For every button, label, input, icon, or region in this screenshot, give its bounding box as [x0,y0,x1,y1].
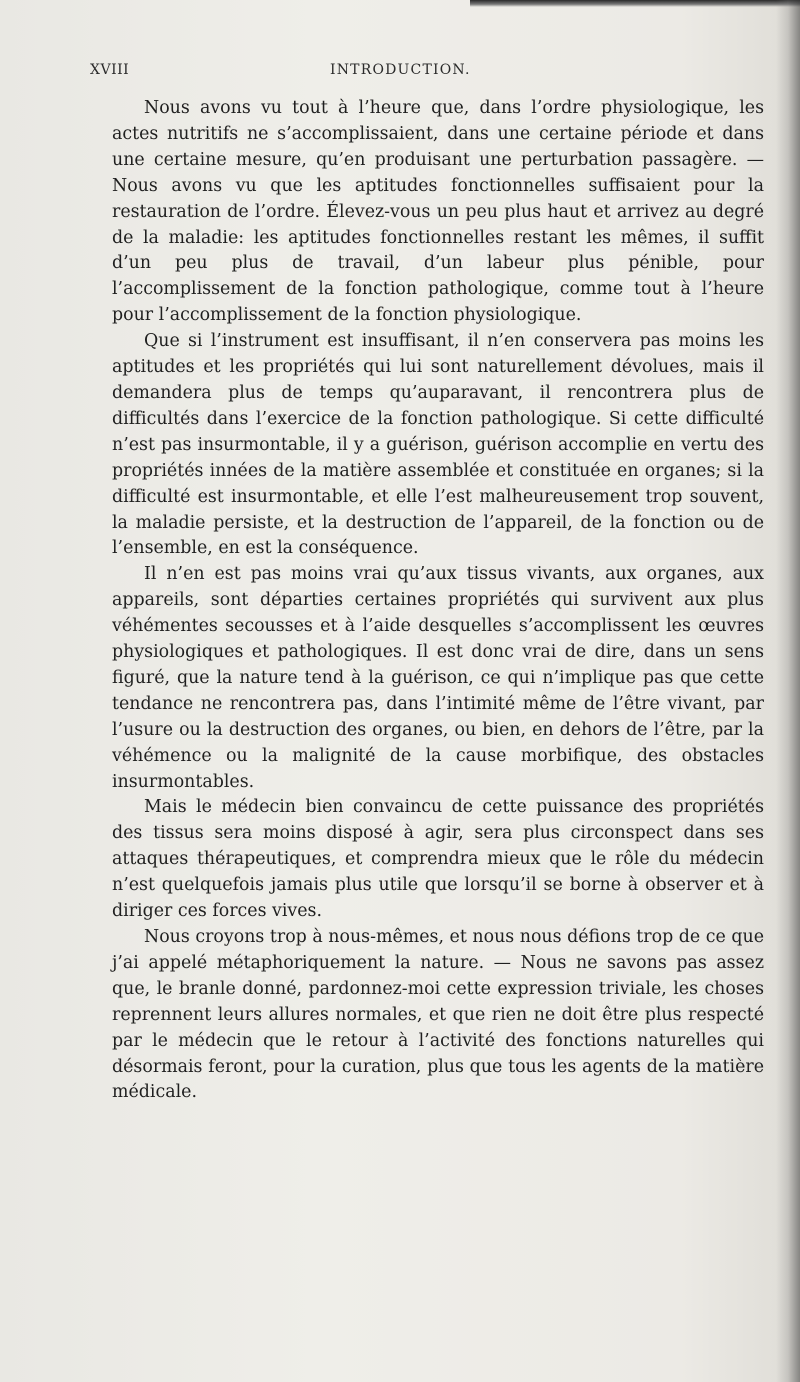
paragraph: Il n’en est pas moins vrai qu’aux tissus vivants, aux organes, aux appareils, sont départies certaines propriétés qui survivent aux plus véhémentes secousses et à l’aide desquelles s’accomplissent les œuvres physiologiques et pathologiques. Il est donc vrai de dire, dans un sens figuré, que la nature tend à la guérison, ce qui n’implique pas que cette tendance ne rencontrera pas, dans l’intimité même de l’être vivant, par l’usure ou la destruction des organes, ou bien, en dehors de l’être, par la véhémence ou la malignité de la cause morbifique, des obstacles insurmontables. [112,564,764,792]
page-header [90,62,760,86]
paragraph: Nous avons vu tout à l’heure que, dans l’ordre physiologique, les actes nutritifs ne s’accomplissaient, dans une certaine période et dans une certaine mesure, qu’en produisant une perturbation passagère. — Nous avons vu que les aptitudes fonctionnelles suffisaient pour la restauration de l’ordre. Élevez-vous un peu plus haut et arrivez au degré de la maladie: les aptitudes fonctionnelles restant les mêmes, il suffit d’un peu plus de travail, d’un labeur plus pénible, pour l’accomplissement de la fonction pathologique, comme tout à l’heure pour l’accomplissement de la fonction physiologique. [112,98,764,326]
page-right-edge-shadow [776,0,800,1382]
body-text [112,96,764,1106]
paragraph: Mais le médecin bien convaincu de cette puissance des propriétés des tissus sera moins disposé à agir, sera plus circonspect dans ses attaques thérapeutiques, et comprendra mieux que le rôle du médecin n’est quelquefois jamais plus utile que lorsqu’il se borne à observer et à diriger ces forces vives. [112,797,764,922]
running-head: INTRODUCTION. [330,62,471,78]
page-top-edge-shadow [470,0,800,7]
paragraph: Que si l’instrument est insuffisant, il n’en conservera pas moins les aptitudes et les propriétés qui lui sont naturellement dévolues, mais il demandera plus de temps qu’auparavant, il rencontrera plus de difficultés dans l’exercice de la fonction pathologique. Si cette difficulté n’est pas insurmontable, il y a guérison, guérison accomplie en vertu des propriétés innées de la matière assemblée et constituée en organes; si la difficulté est insurmontable, et elle l’est malheureusement trop souvent, la maladie persiste, et la destruction de l’appareil, de la fonction ou de l’ensemble, en est la conséquence. [112,331,764,559]
page-number: XVIII [90,62,130,78]
paragraph: Nous croyons trop à nous-mêmes, et nous nous défions trop de ce que j’ai appelé métaphoriquement la nature. — Nous ne savons pas assez que, le branle donné, pardonnez-moi cette expression triviale, les choses reprennent leurs allures normales, et que rien ne doit être plus respecté par le médecin que le retour à l’activité des fonctions naturelles qui désormais feront, pour la curation, plus que tous les agents de la matière médicale. [112,927,764,1103]
